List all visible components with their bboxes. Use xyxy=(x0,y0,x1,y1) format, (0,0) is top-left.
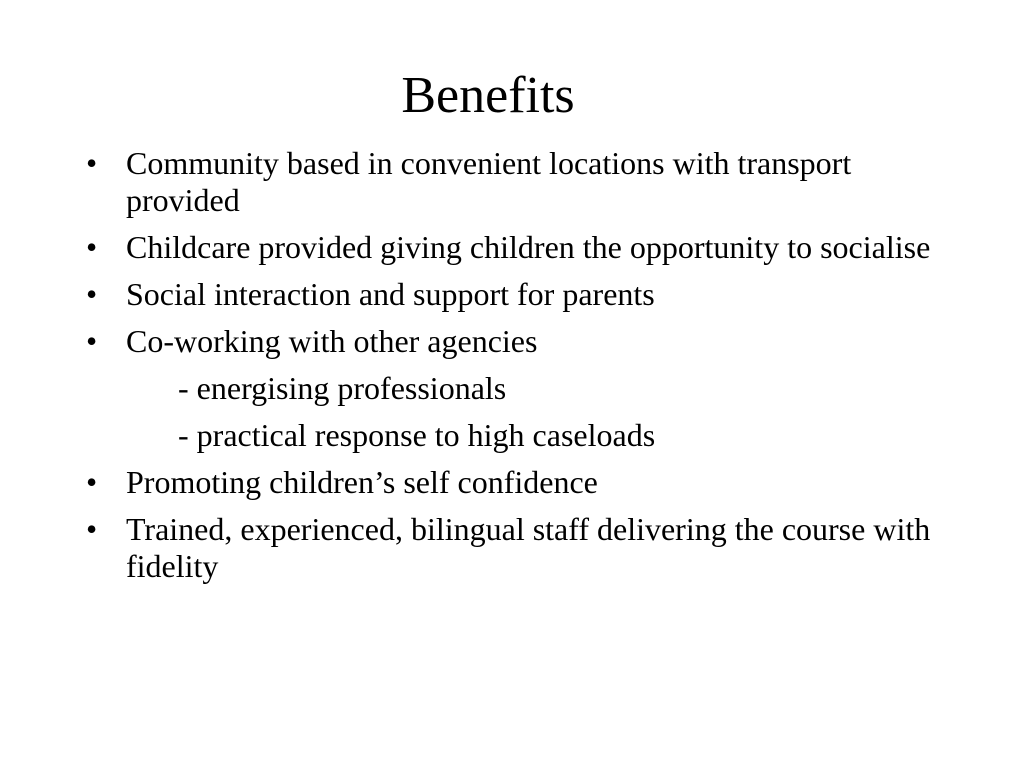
sub-list-item-text: - practical response to high caseloads xyxy=(178,417,656,453)
list-item xyxy=(86,145,966,219)
sub-list-item-text: - energising professionals xyxy=(178,370,507,406)
list-item xyxy=(86,464,966,501)
list-item xyxy=(86,229,966,266)
list-item-text: Community based in convenient locations with transport provided xyxy=(126,145,852,218)
bullet-icon: • xyxy=(86,229,98,265)
list-item xyxy=(86,511,966,585)
bullet-icon: • xyxy=(86,323,98,359)
slide-title: Benefits xyxy=(401,67,575,124)
list-item xyxy=(86,276,966,313)
bullet-icon: • xyxy=(86,276,98,312)
bullet-icon: • xyxy=(86,464,98,500)
list-item-text: Social interaction and support for parents xyxy=(126,276,655,312)
list-item-text: Co-working with other agencies xyxy=(126,323,538,359)
sub-list-item xyxy=(86,370,966,407)
list-item-text: Trained, experienced, bilingual staff delivering the course with fidelity xyxy=(126,511,931,584)
sub-list-item xyxy=(86,417,966,454)
list-item-text: Childcare provided giving children the opportunity to socialise xyxy=(126,229,931,265)
list-item-text: Promoting children’s self confidence xyxy=(126,464,598,500)
bullet-list xyxy=(86,145,966,595)
bullet-icon: • xyxy=(86,511,98,547)
list-item xyxy=(86,323,966,360)
bullet-icon: • xyxy=(86,145,98,181)
